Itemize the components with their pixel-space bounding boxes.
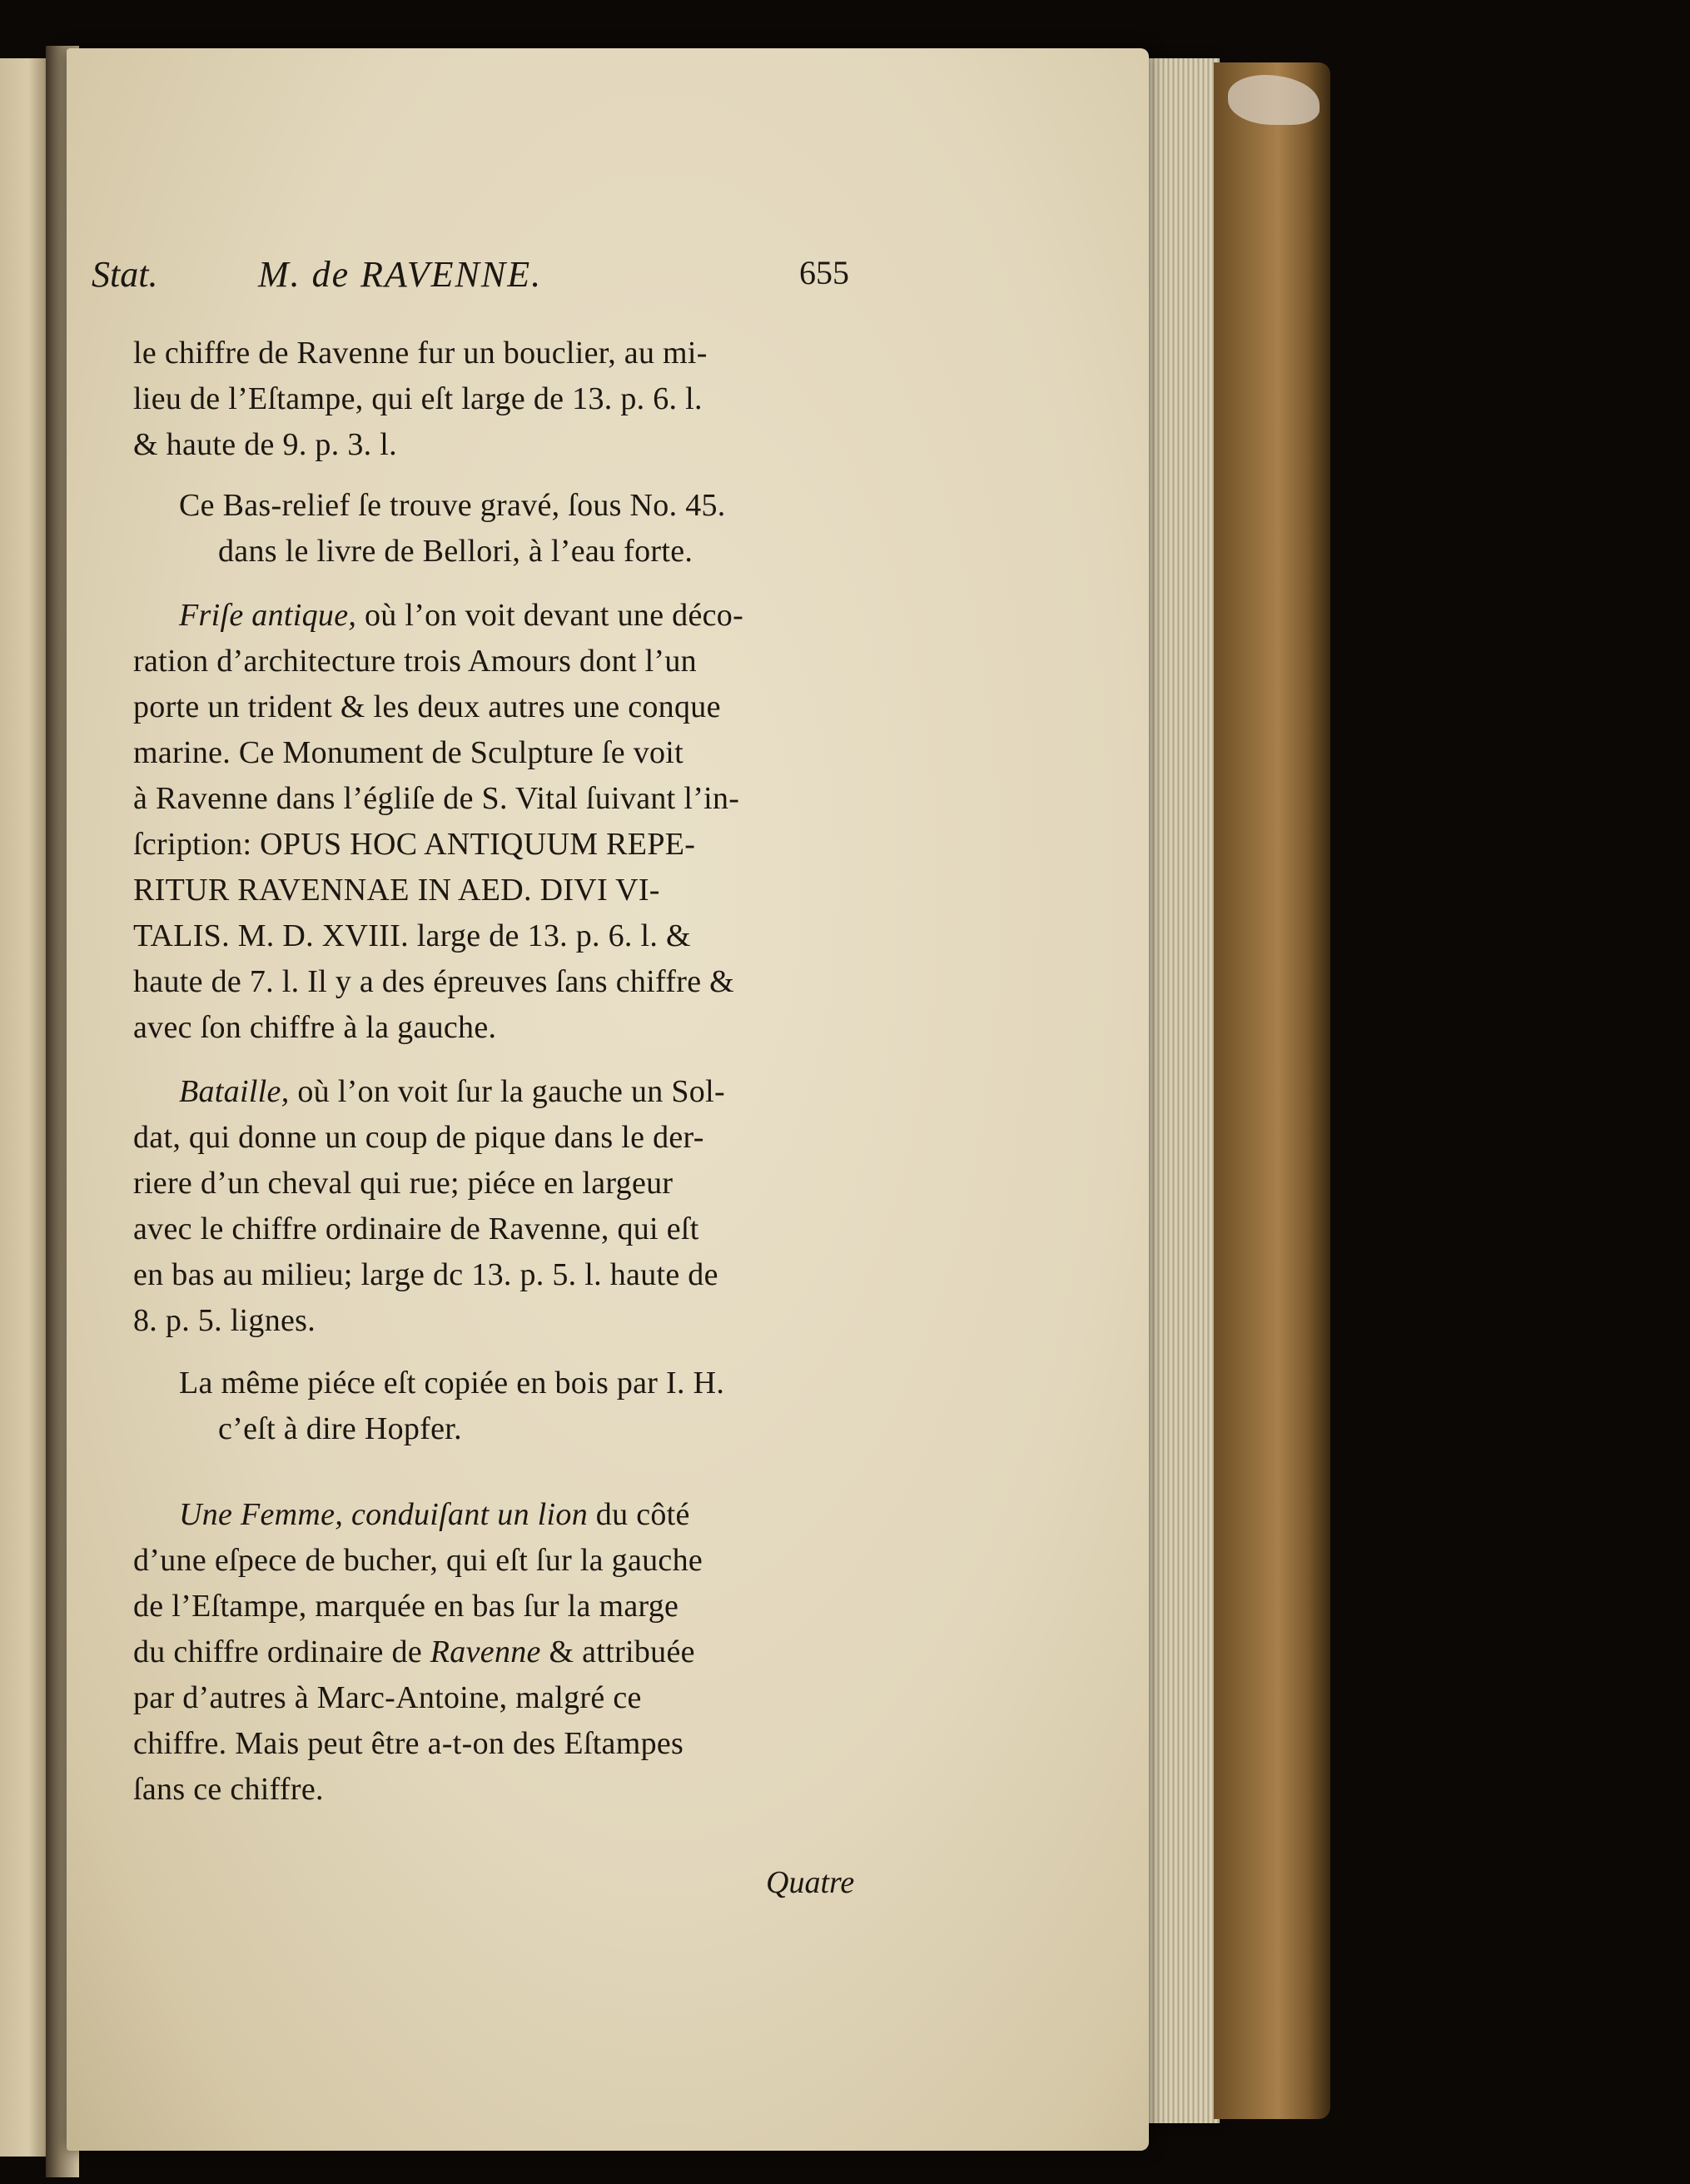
text-line: marine. Ce Monument de Sculpture ſe voit: [133, 735, 684, 770]
text-line: haute de 7. l. Il y a des épreuves ſans chiffre &: [133, 964, 735, 999]
text-line: & haute de 9. p. 3. l.: [133, 427, 397, 462]
text-line: d’une eſpece de bucher, qui eſt ſur la gauche: [133, 1543, 703, 1578]
entry-title: Une Femme, conduiſant un lion: [179, 1497, 588, 1532]
text-line: TALIS. M. D. XVIII. large de 13. p. 6. l. &: [133, 918, 691, 953]
text-line: dat, qui donne un coup de pique dans le der-: [133, 1120, 704, 1155]
text-line: Une Femme, conduiſant un lion du côté: [179, 1497, 690, 1532]
text-line: ration d’architecture trois Amours dont l’un: [133, 644, 697, 679]
text-line: c’eſt à dire Hopfer.: [218, 1411, 462, 1446]
text-line: 8. p. 5. lignes.: [133, 1303, 316, 1338]
entry-title: Friſe antique,: [179, 598, 357, 633]
book-cover: [1214, 62, 1330, 2119]
text-line: Bataille, où l’on voit ſur la gauche un Sol-: [179, 1074, 725, 1109]
text-line: en bas au milieu; large dc 13. p. 5. l. haute de: [133, 1257, 718, 1292]
text-line: lieu de l’Eſtampe, qui eſt large de 13. p. 6. l.: [133, 381, 703, 416]
text-line: La même piéce eſt copiée en bois par I. H.: [179, 1366, 725, 1400]
catchword: Quatre: [766, 1865, 855, 1900]
text-line: Friſe antique, où l’on voit devant une déco-: [179, 598, 744, 633]
left-page-edge: [0, 58, 52, 2157]
text-line: riere d’un cheval qui rue; piéce en largeur: [133, 1166, 674, 1201]
text-line: de l’Eſtampe, marquée en bas ſur la marge: [133, 1589, 679, 1624]
text-line: dans le livre de Bellori, à l’eau forte.: [218, 534, 693, 569]
text-line: avec le chiffre ordinaire de Ravenne, qui eſt: [133, 1211, 699, 1246]
text-line: chiffre. Mais peut être a-t-on des Eſtampes: [133, 1726, 684, 1761]
entry-title: Bataille,: [179, 1074, 290, 1109]
inline-italic: Ravenne: [430, 1634, 541, 1669]
text-line: avec ſon chiffre à la gauche.: [133, 1010, 497, 1045]
page-edges: [1145, 58, 1220, 2123]
text-line: à Ravenne dans l’égliſe de S. Vital ſuivant l’in-: [133, 781, 740, 816]
text-line: Ce Bas-relief ſe trouve gravé, ſous No. 45.: [179, 488, 726, 523]
text-line: RITUR RAVENNAE IN AED. DIVI VI-: [133, 873, 660, 908]
text-line: ſans ce chiffre.: [133, 1772, 324, 1807]
text-line: du chiffre ordinaire de Ravenne & attribuée: [133, 1634, 695, 1669]
page-number: 655: [799, 254, 849, 291]
text-line: porte un trident & les deux autres une conque: [133, 689, 721, 724]
header-title: M. de RAVENNE.: [258, 254, 543, 295]
text-line: ſcription: OPUS HOC ANTIQUUM REPE-: [133, 827, 696, 862]
text-line: le chiffre de Ravenne fur un bouclier, au mi-: [133, 336, 708, 371]
text-line: par d’autres à Marc-Antoine, malgré ce: [133, 1680, 642, 1715]
header-left: Stat.: [92, 254, 158, 295]
